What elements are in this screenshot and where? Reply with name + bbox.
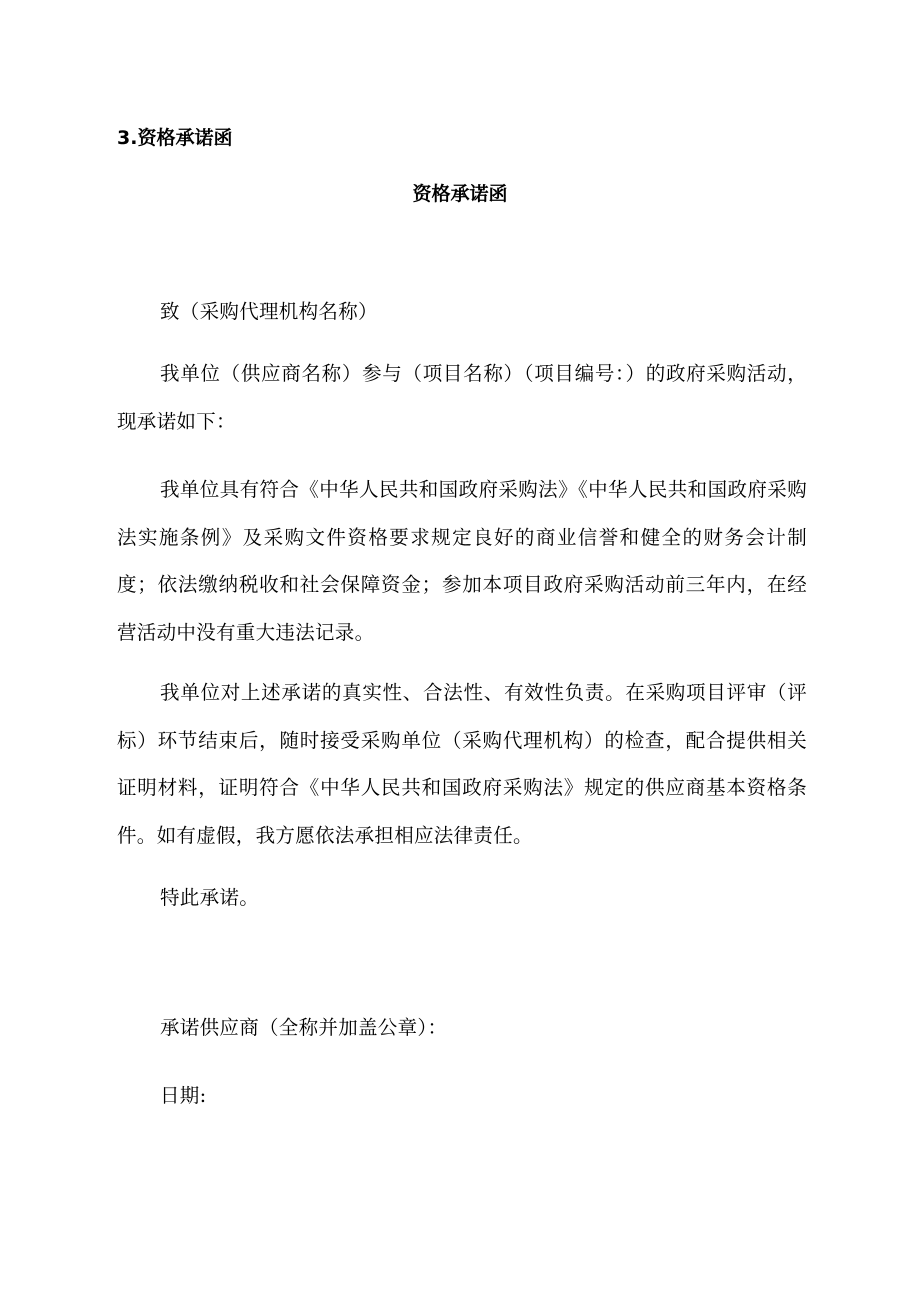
document-title: 资格承诺函 xyxy=(412,183,508,205)
qualification-paragraph: 我单位具有符合《中华人民共和国政府采购法》《中华人民共和国政府采购法实施条例》及采购文件资格要求规定良好的商业信誉和健全的财务会计制度；依法缴纳税收和社会保障资金；参加本项目政府采购活动前三年内，在经营活动中没有重大违法记录。 xyxy=(117,478,807,644)
date-label: 日期: xyxy=(160,1084,207,1107)
signer-label: 承诺供应商（全称并加盖公章）： xyxy=(160,1016,448,1039)
intro-paragraph: 我单位（供应商名称）参与（项目名称）（项目编号：）的政府采购活动，现承诺如下： xyxy=(117,362,807,433)
closing-statement: 特此承诺。 xyxy=(160,886,260,909)
responsibility-paragraph: 我单位对上述承诺的真实性、合法性、有效性负责。在采购项目评审（评标）环节结束后，随时接受采购单位（采购代理机构）的检查，配合提供相关证明材料，证明符合《中华人民共和国政府采购法》规定的供应商基本资格条件。如有虚假，我方愿依法承担相应法律责任。 xyxy=(117,681,807,847)
salutation: 致（采购代理机构名称） xyxy=(160,300,378,323)
section-heading: 3.资格承诺函 xyxy=(117,127,233,149)
